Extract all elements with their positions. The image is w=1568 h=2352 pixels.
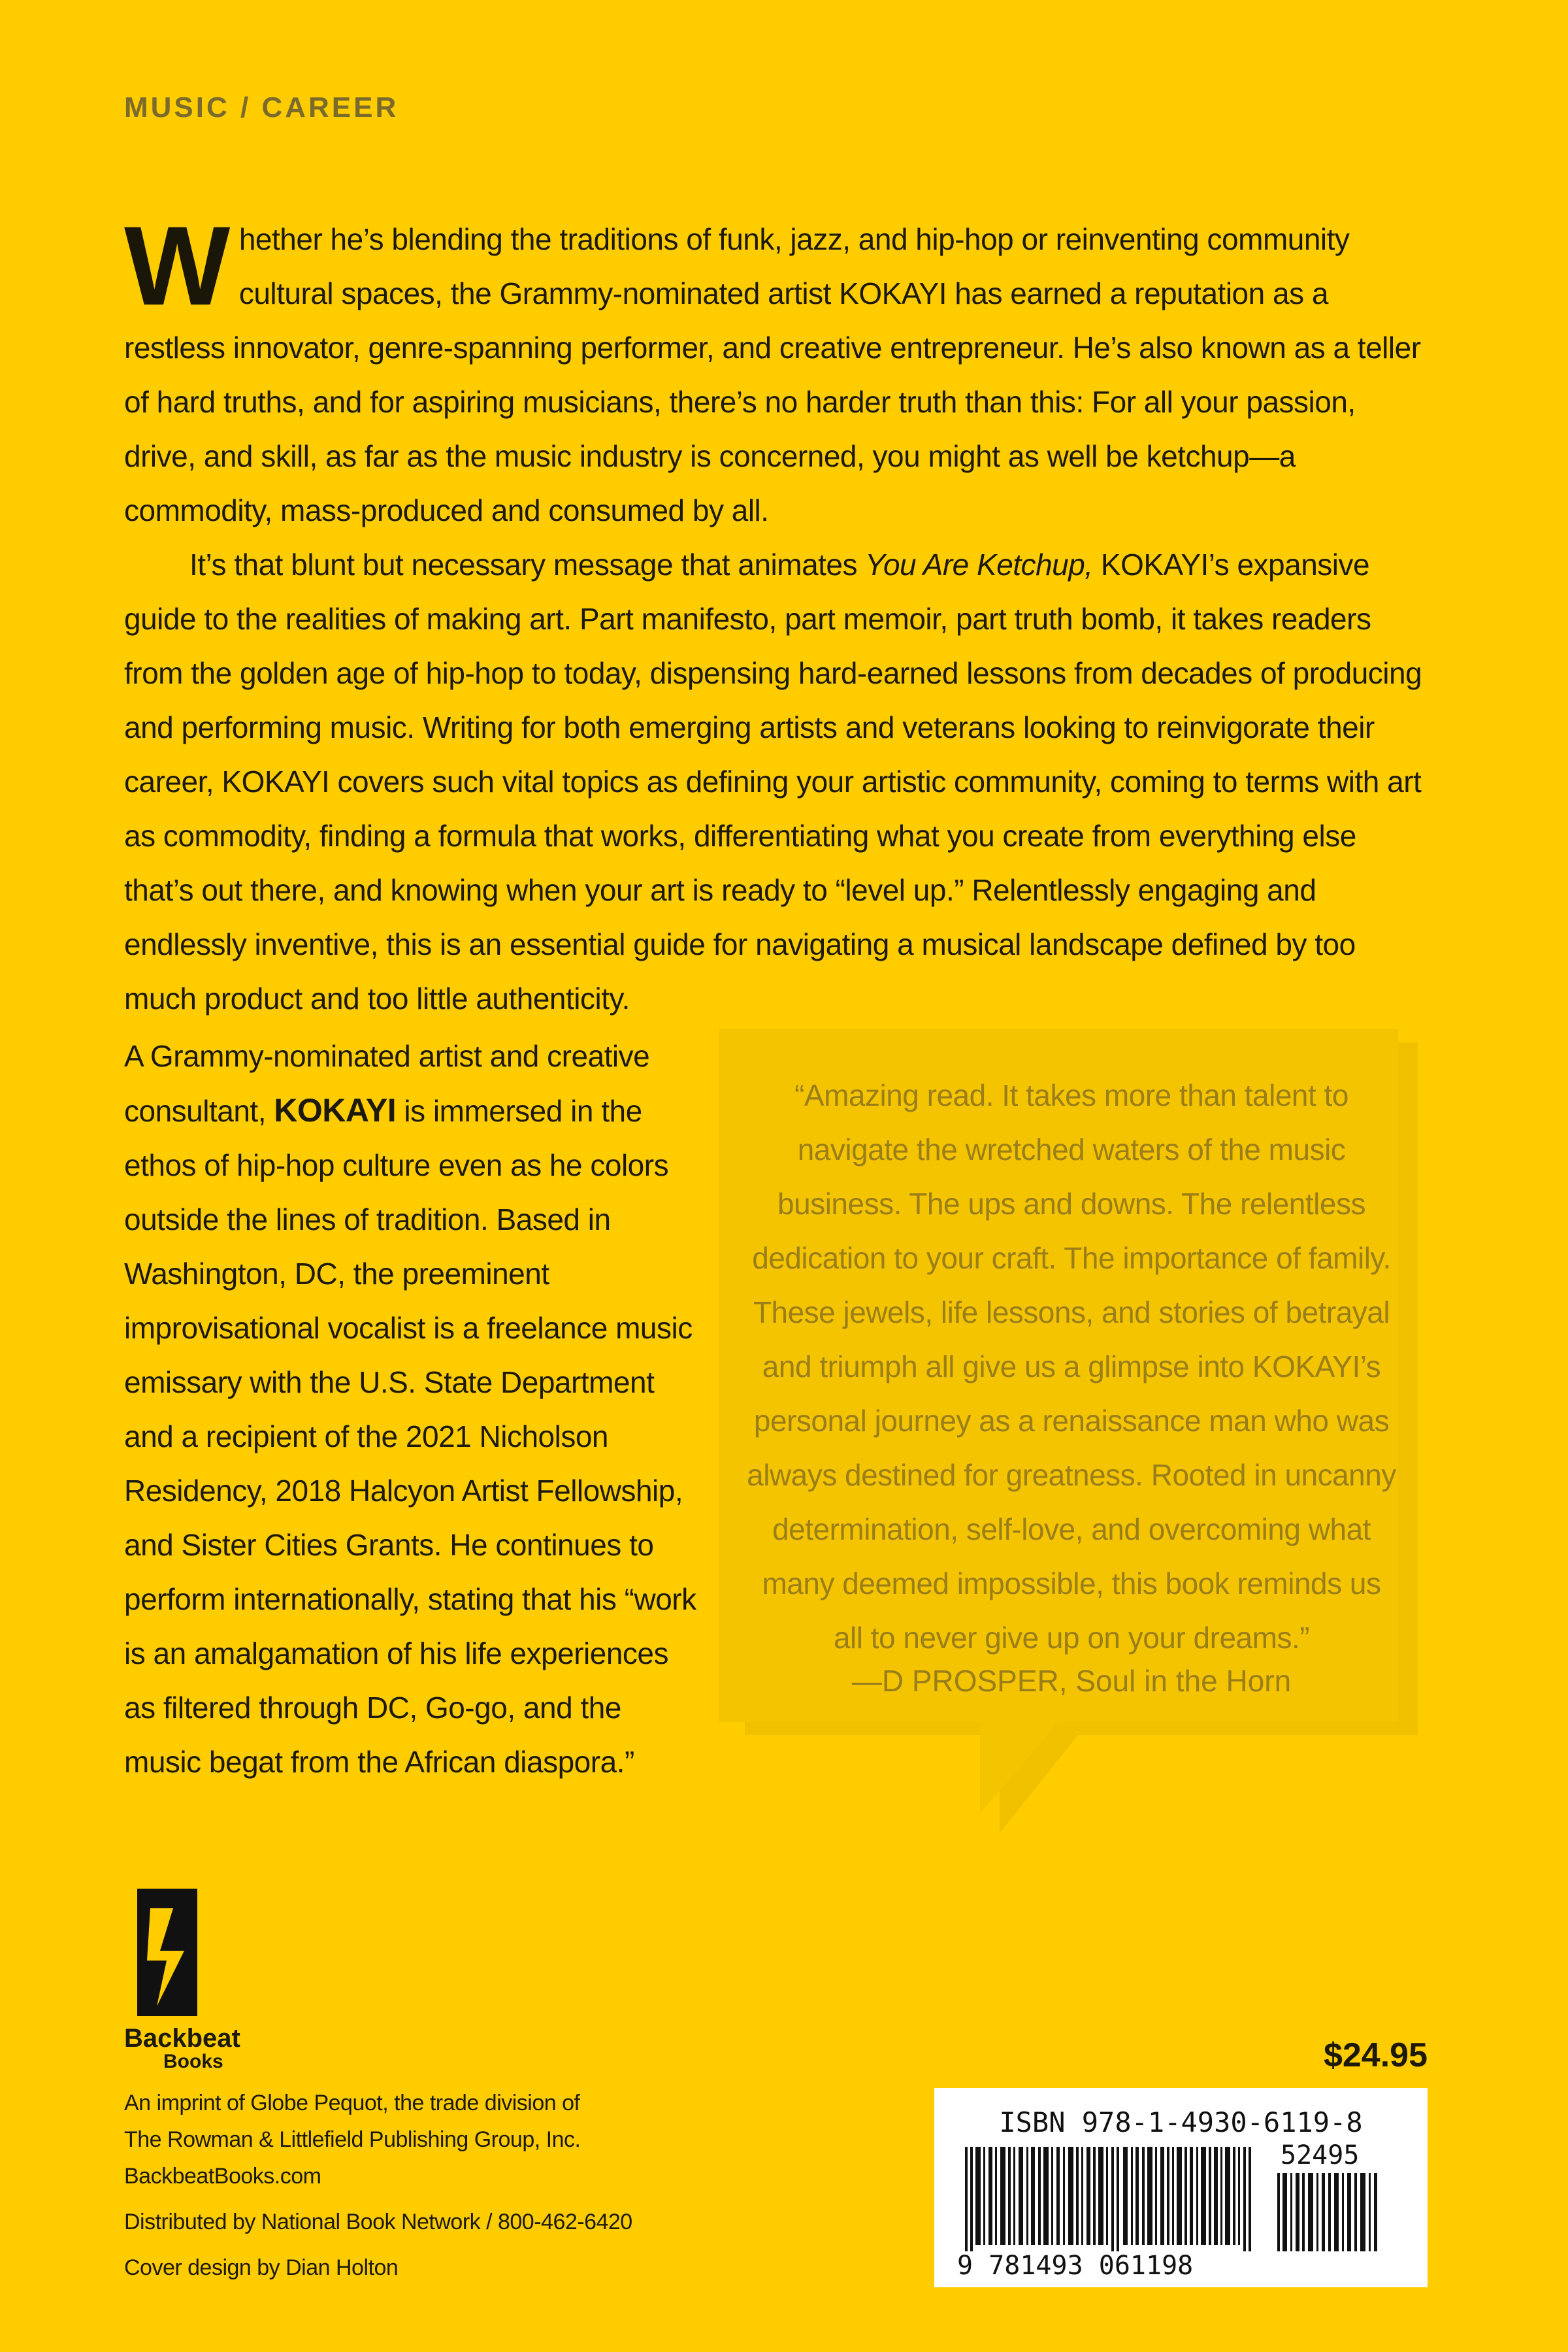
paragraph-2-start: It’s that blunt but necessary message that animates [189, 548, 866, 582]
author-name: KOKAYI [274, 1092, 397, 1129]
publisher-logo [124, 1889, 240, 2072]
barcode [934, 2088, 1428, 2287]
isbn-number: ISBN 978-1-4930-6119-8 [999, 2106, 1363, 2138]
cover-credit: Cover design by Dian Holton [124, 2255, 399, 2280]
paragraph-2-end: KOKAYI’s expansive guide to the realities of making art. Part manifesto, part memoir, part truth bomb, it takes readers from the golden age of hip-hop to today, dispensing hard-earned lessons from decades of producing and performing music. Writing for both emerging artists and veterans looking to reinvigorate their career, KOKAYI covers such vital topics as defining your artistic community, coming to terms with art as commodity, finding a formula that works, differentiating what you create from everything else that’s out there, and knowing when your art is ready to “level up.” Relentlessly engaging and endlessly inventive, this is an essential guide for navigating a musical landscape defined by too much product and too little authenticity. [124, 548, 1422, 1016]
barcode-price-code: 52495 [1281, 2140, 1360, 2170]
author-bio [124, 1029, 699, 1789]
description-paragraph-1 [124, 203, 1431, 538]
publisher-website: BackbeatBooks.com [124, 2164, 321, 2189]
book-title: You Are Ketchup, [865, 548, 1093, 582]
backbeat-logo-icon [124, 1889, 203, 2019]
paragraph-1-text: hether he’s blending the traditions of funk, jazz, and hip-hop or reinventing community cultural spaces, the Grammy-nominated artist KOKAYI has earned a reputation as a restless innovator, genre-spanning performer, and creative entrepreneur. He’s also known as a teller of hard truths, and for aspiring musicians, there’s no harder truth than this: For all your passion, drive, and skill, as far as the music industry is concerned, you might as well be ketchup—a commodity, mass-produced and consumed by all. [124, 222, 1421, 527]
quote-text: “Amazing read. It takes more than talent to navigate the wretched waters of the music business. The ups and downs. The relentless dedication to your craft. The importance of family. These jewels, life lessons, and stories of betrayal and triumph all give us a glimpse into KOKAYI’s personal journey as a renaissance man who was always destined for greatness. Rooted in uncanny determination, self-love, and overcoming what many deemed impossible, this book reminds us all to never give up on your dreams.” [747, 1078, 1396, 1655]
imprint-line-2: The Rowman & Littlefield Publishing Group, Inc. [124, 2127, 581, 2152]
price: $24.95 [1323, 2036, 1428, 2074]
description-paragraph-2 [124, 538, 1431, 1026]
quote-bubble [719, 1029, 1437, 1898]
logo-subname: Books [163, 2051, 223, 2072]
logo-name: Backbeat [124, 2024, 240, 2053]
drop-cap: W [124, 203, 230, 329]
imprint-line-1: An imprint of Globe Pequot, the trade division of [124, 2091, 580, 2115]
description [124, 203, 1431, 1026]
bio-start: A Grammy-nominated artist and creative consultant, [124, 1039, 650, 1128]
ean-digits: 9 781493 061198 [957, 2251, 1194, 2277]
category-label: MUSIC / CAREER [124, 91, 399, 124]
publisher-info [124, 2085, 712, 2286]
barcode-bars-icon [957, 2147, 1408, 2277]
distribution-info: Distributed by National Book Network / 800-462-6420 [124, 2210, 632, 2234]
bio-end: is immersed in the ethos of hip-hop culture even as he colors outside the lines of tradition. Based in Washington, DC, the preeminent improvisational vocalist is a freelance music emissary with the U.S. State Department and a recipient of the 2021 Nicholson Residency, 2018 Halcyon Artist Fellowship, and Sister Cities Grants. He continues to perform internationally, stating that his “work is an amalgamation of his life experiences as filtered through DC, Go-go, and the music begat from the African diaspora.” [124, 1094, 696, 1779]
quote-attribution: —D PROSPER, Soul in the Horn [851, 1664, 1292, 1698]
